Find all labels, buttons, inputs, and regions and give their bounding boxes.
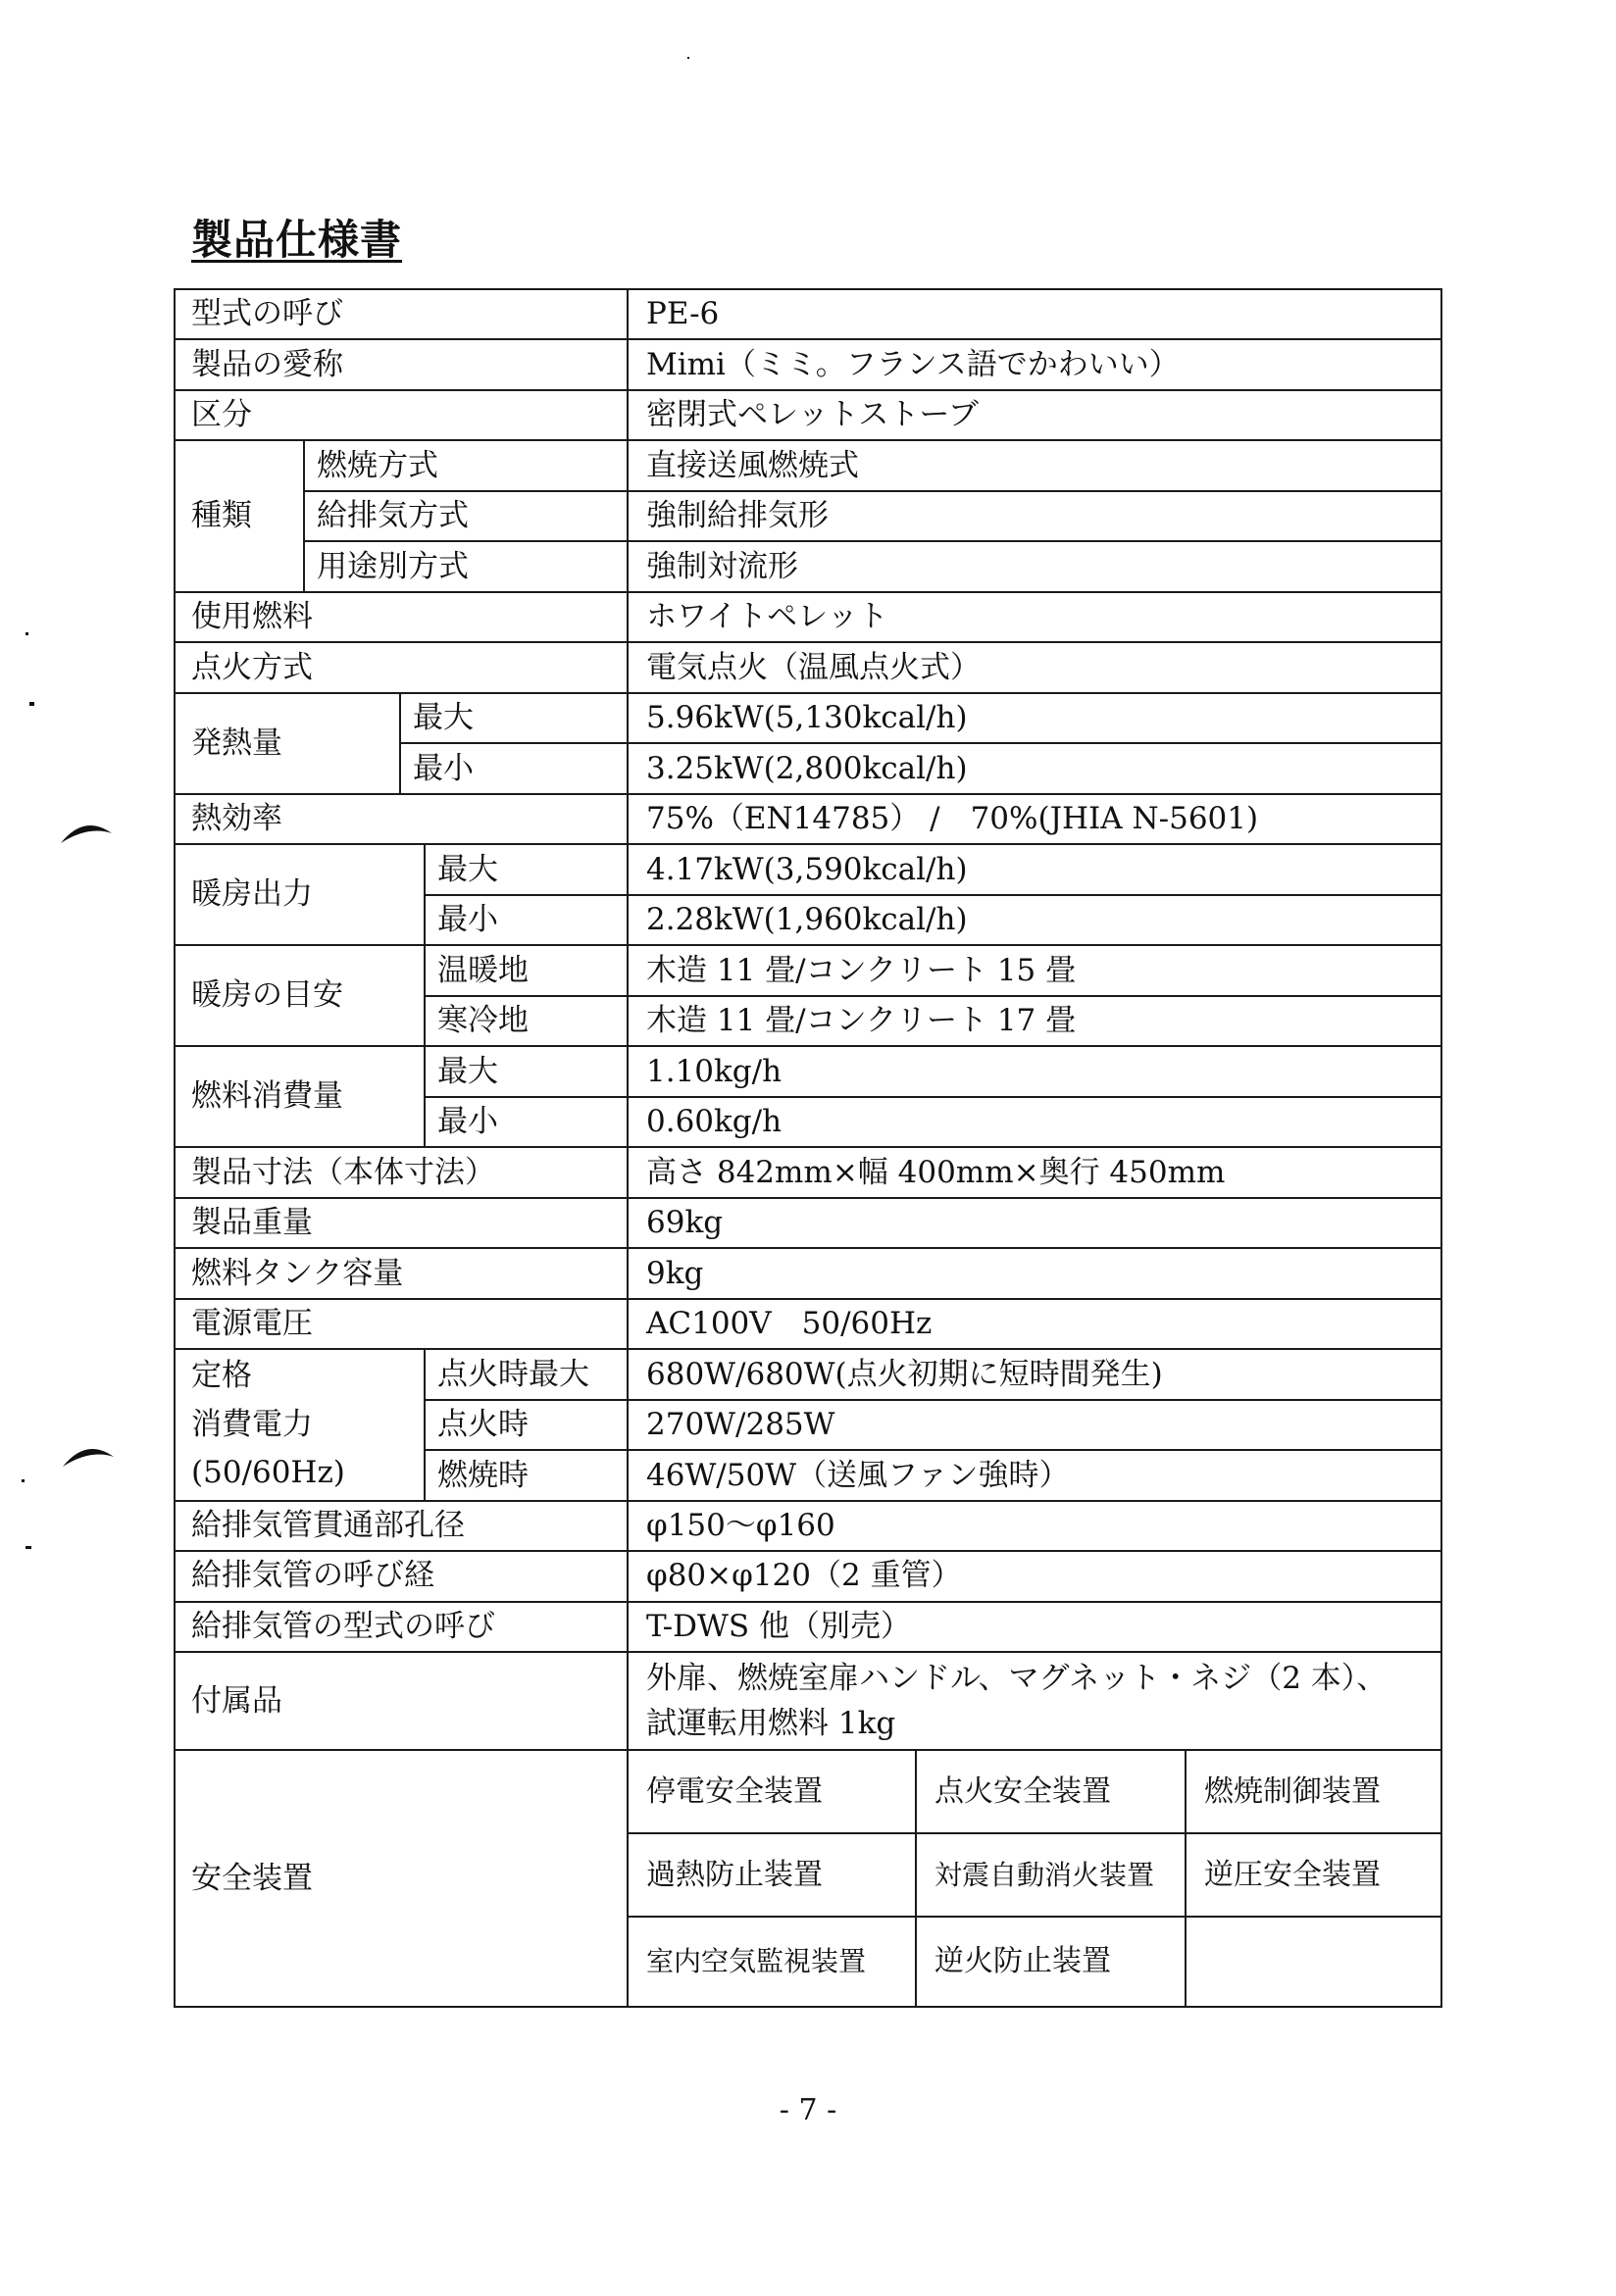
spec-row-fuel [175,592,1441,642]
spec-row-pipe-diam [175,1551,1441,1601]
spec-label: 製品重量 [175,1198,628,1248]
spec-sublabel: 燃焼時 [425,1450,628,1500]
spec-value: 0.60kg/h [628,1097,1441,1147]
scan-speck [25,1546,31,1549]
spec-group-label: 種類 [175,440,304,591]
spec-sublabel: 最小 [425,1097,628,1147]
spec-row-model [175,289,1441,339]
safety-item: 点火安全装置 [916,1750,1186,1833]
spec-value: T-DWS 他（別売） [628,1602,1441,1652]
spec-label: 製品の愛称 [175,339,628,389]
spec-value-accessories [628,1652,1441,1750]
spec-value: 電気点火（温風点火式） [628,642,1441,692]
spec-group-label: 発熱量 [175,693,400,794]
safety-item: 停電安全装置 [628,1750,916,1833]
spec-value: AC100V 50/60Hz [628,1299,1441,1349]
spec-value: 強制対流形 [628,541,1441,591]
spec-value: 強制給排気形 [628,491,1441,541]
spec-value: 1.10kg/h [628,1046,1441,1096]
safety-item: 過熱防止装置 [628,1833,916,1917]
spec-value: PE-6 [628,289,1441,339]
spec-label: 区分 [175,390,628,440]
spec-sublabel: 温暖地 [425,945,628,995]
spec-value: φ150～φ160 [628,1501,1441,1551]
spec-row-dimensions [175,1147,1441,1197]
scan-speck [29,702,34,706]
spec-label: 使用燃料 [175,592,628,642]
scan-speck [22,1479,25,1482]
spec-sublabel: 最大 [425,1046,628,1096]
spec-sublabel: 点火時最大 [425,1349,628,1399]
accessories-line: 試運転用燃料 1kg [646,1706,896,1742]
spec-row-output-max [175,844,1441,894]
spec-group-label: 安全装置 [175,1750,628,2007]
spec-label: 熱効率 [175,794,628,844]
spec-sublabel: 最大 [425,844,628,894]
spec-row-ignition [175,642,1441,692]
spec-label: 給排気管の型式の呼び [175,1602,628,1652]
spec-row-usage [175,541,1441,591]
spec-value: 2.28kW(1,960kcal/h) [628,895,1441,945]
spec-label: 電源電圧 [175,1299,628,1349]
spec-row-consumption-max [175,1046,1441,1096]
accessories-line: 外扉、燃焼室扉ハンドル、マグネット・ネジ（2 本）、 [646,1660,1388,1696]
safety-item: 対震自動消火装置 [916,1833,1186,1917]
spec-row-safety-1 [175,1750,1441,1833]
binder-hole-mark [59,816,114,845]
spec-table [174,288,1442,2008]
spec-label: 点火方式 [175,642,628,692]
spec-label: 付属品 [175,1652,628,1750]
spec-group-label: 燃料消費量 [175,1046,425,1147]
spec-sublabel: 最小 [425,895,628,945]
spec-group-label: 暖房出力 [175,844,425,945]
spec-row-exhaust [175,491,1441,541]
spec-row-tank [175,1248,1441,1298]
spec-sublabel: 寒冷地 [425,996,628,1046]
spec-value: 75%（EN14785） / 70%(JHIA N-5601) [628,794,1441,844]
spec-row-pipe-model [175,1602,1441,1652]
spec-label: 燃料タンク容量 [175,1248,628,1298]
safety-item-empty [1186,1917,1441,2007]
spec-value: 680W/680W(点火初期に短時間発生) [628,1349,1441,1399]
binder-hole-mark [61,1439,116,1469]
spec-value: 4.17kW(3,590kcal/h) [628,844,1441,894]
power-label-line: 消費電力 [191,1406,313,1442]
spec-label: 製品寸法（本体寸法） [175,1147,628,1197]
spec-label: 給排気管の呼び経 [175,1551,628,1601]
safety-item: 燃焼制御装置 [1186,1750,1441,1833]
spec-value: 46W/50W（送風ファン強時） [628,1450,1441,1500]
safety-item: 逆火防止装置 [916,1917,1186,2007]
spec-group-label: 暖房の目安 [175,945,425,1046]
spec-value: 高さ 842mm×幅 400mm×奥行 450mm [628,1147,1441,1197]
spec-value: 9kg [628,1248,1441,1298]
spec-group-label-power [175,1349,425,1500]
spec-value: 69kg [628,1198,1441,1248]
spec-value: 密閉式ペレットストーブ [628,390,1441,440]
page-title: 製品仕様書 [191,216,403,264]
power-label-line: (50/60Hz) [191,1455,345,1491]
power-label-line: 定格 [191,1358,252,1393]
spec-row-efficiency [175,794,1441,844]
spec-row-accessories [175,1652,1441,1750]
spec-value: 5.96kW(5,130kcal/h) [628,693,1441,743]
spec-row-heat-max [175,693,1441,743]
spec-row-power-ign-max [175,1349,1441,1399]
spec-sublabel: 用途別方式 [304,541,628,591]
spec-row-weight [175,1198,1441,1248]
spec-value: φ80×φ120（2 重管） [628,1551,1441,1601]
spec-row-pipe-hole [175,1501,1441,1551]
scan-speck [687,57,689,59]
spec-label: 型式の呼び [175,289,628,339]
spec-row-combustion [175,440,1441,490]
page-number: - 7 - [779,2093,837,2127]
spec-label: 給排気管貫通部孔径 [175,1501,628,1551]
spec-value: ホワイトペレット [628,592,1441,642]
spec-row-guide-warm [175,945,1441,995]
spec-sublabel: 点火時 [425,1400,628,1450]
spec-sublabel: 最大 [400,693,628,743]
spec-value: Mimi（ミミ。フランス語でかわいい） [628,339,1441,389]
spec-sublabel: 給排気方式 [304,491,628,541]
safety-item: 逆圧安全装置 [1186,1833,1441,1917]
spec-value: 木造 11 畳/コンクリート 15 畳 [628,945,1441,995]
spec-value: 直接送風燃焼式 [628,440,1441,490]
spec-value: 3.25kW(2,800kcal/h) [628,743,1441,793]
spec-sublabel: 最小 [400,743,628,793]
spec-value: 270W/285W [628,1400,1441,1450]
spec-value: 木造 11 畳/コンクリート 17 畳 [628,996,1441,1046]
spec-sublabel: 燃焼方式 [304,440,628,490]
scan-speck [25,632,28,635]
safety-item: 室内空気監視装置 [628,1917,916,2007]
spec-row-category [175,390,1441,440]
spec-row-nickname [175,339,1441,389]
spec-row-voltage [175,1299,1441,1349]
